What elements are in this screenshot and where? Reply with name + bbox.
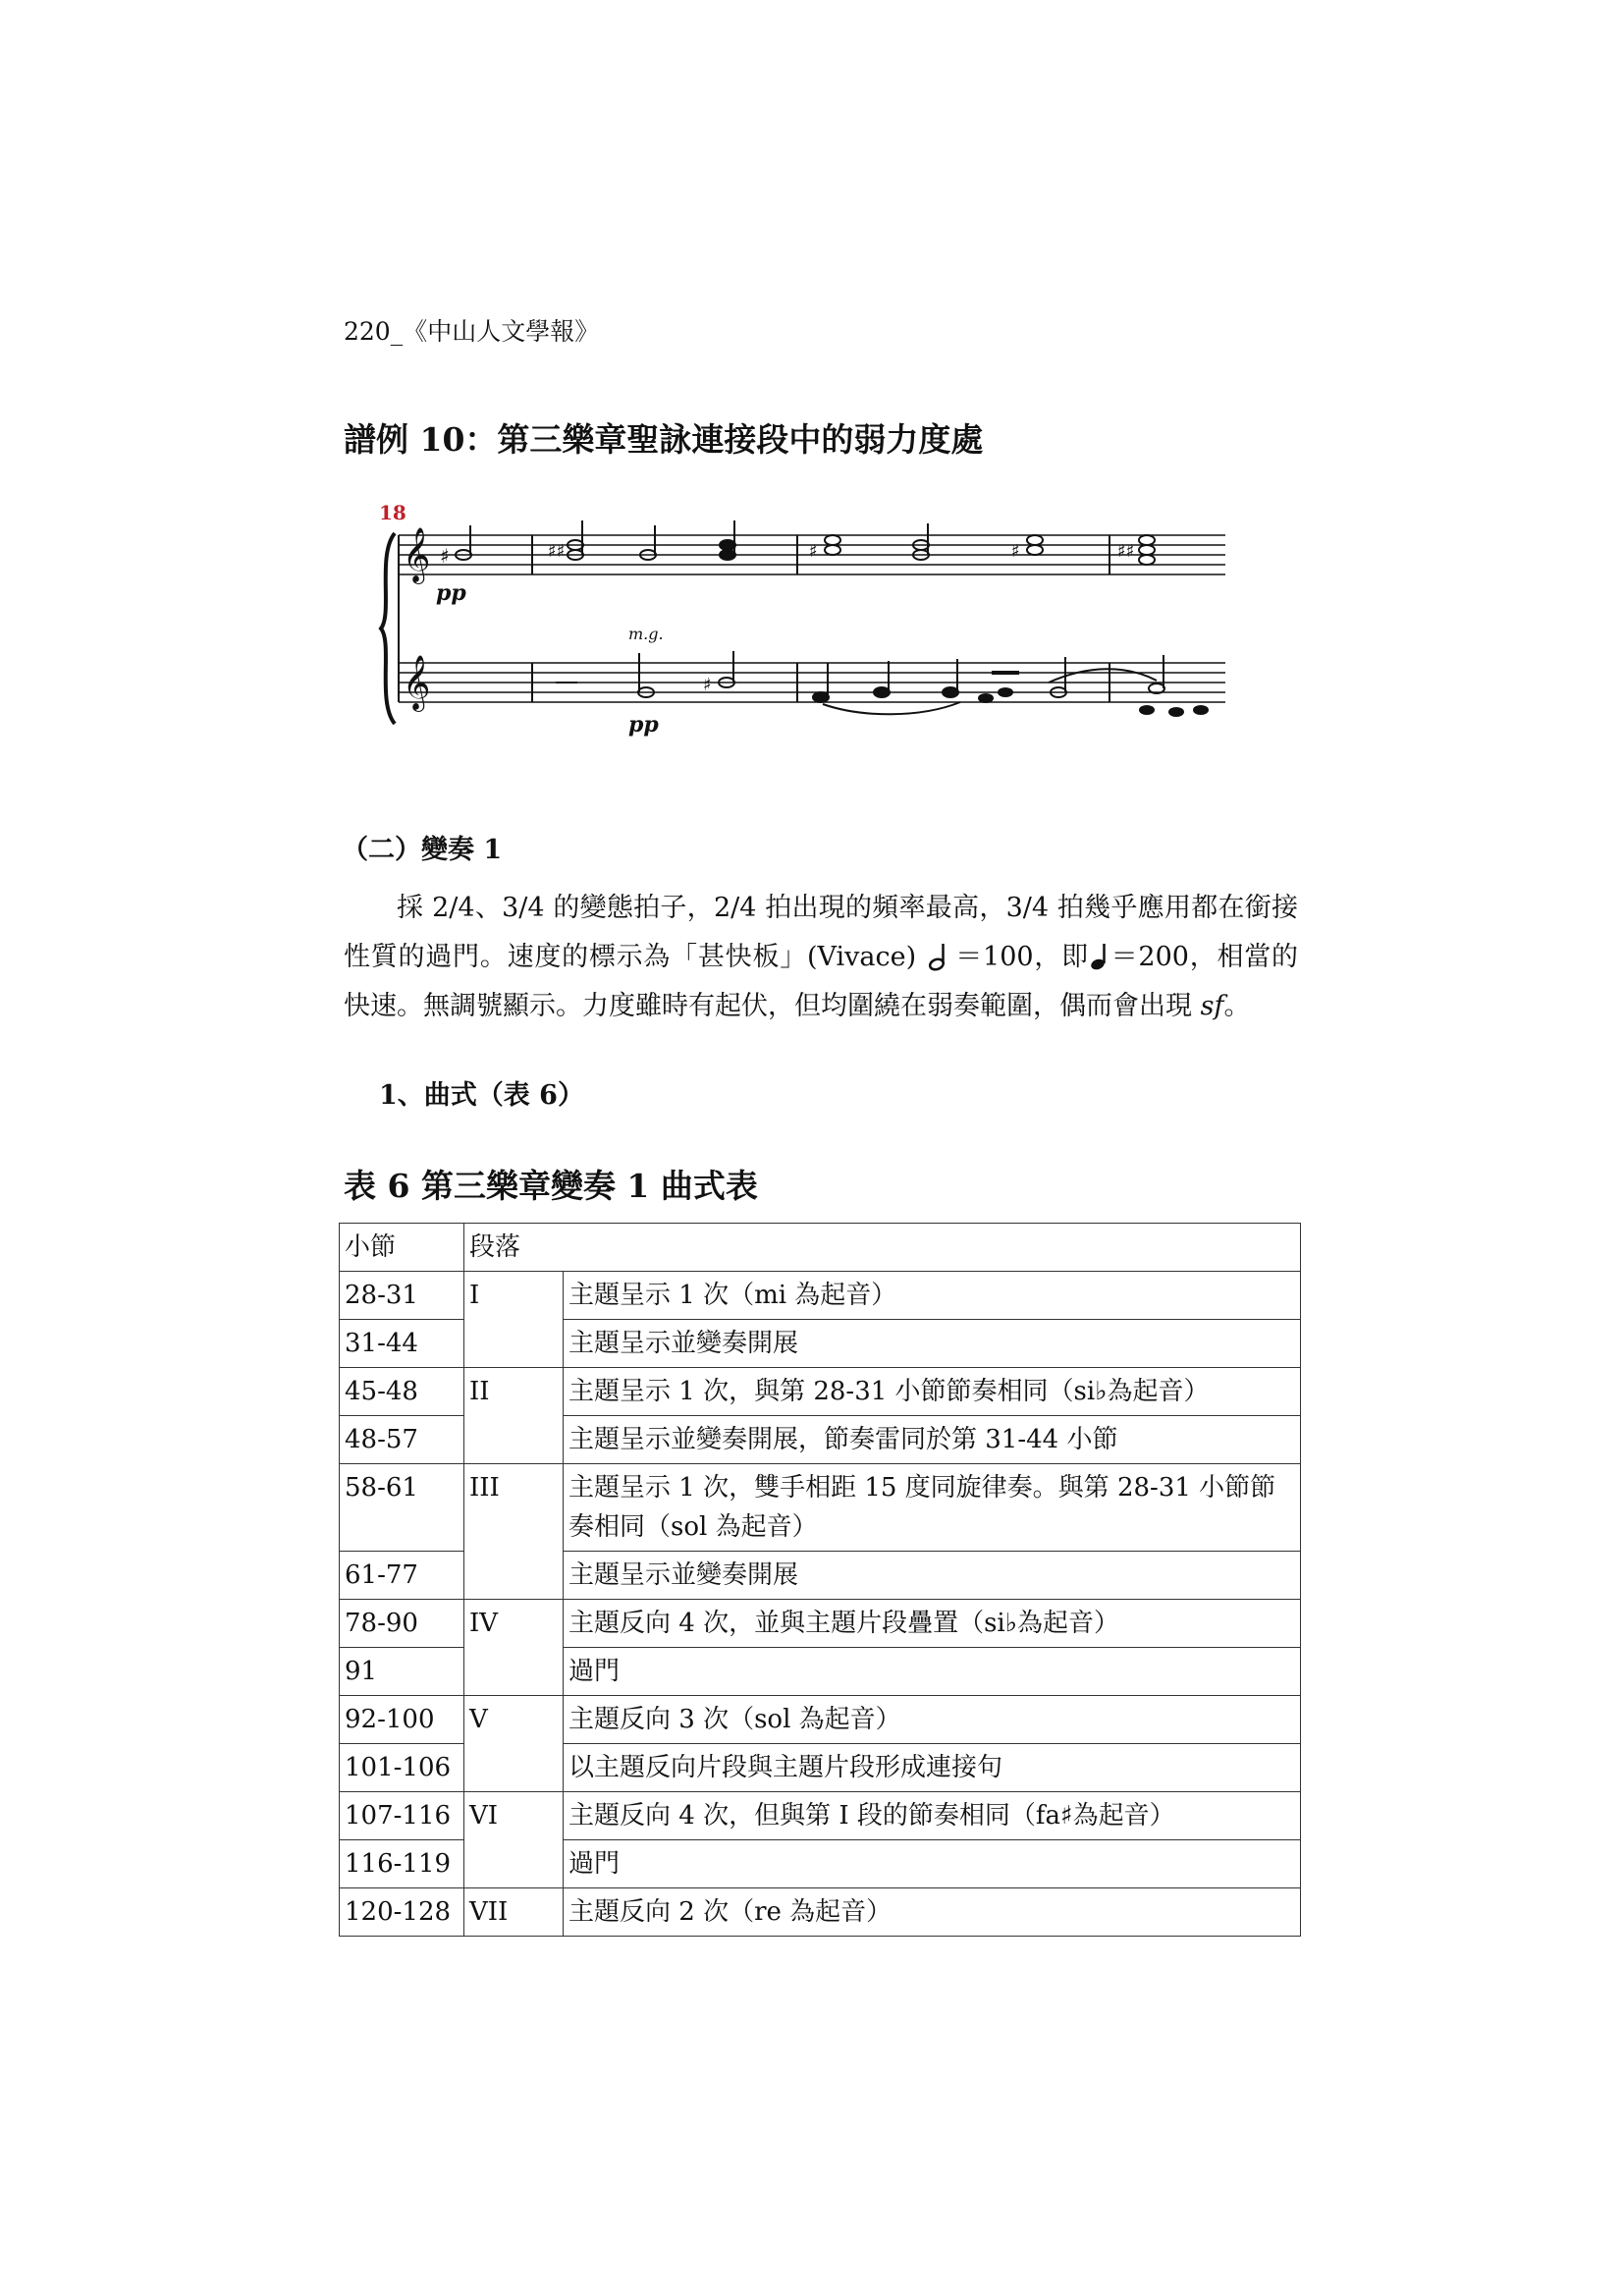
para-line-1: 採 2/4、3/4 的變態拍子，2/4 拍出現的頻率最高，3/4 拍幾乎應用都在銜接 (397, 893, 1298, 923)
barlines (399, 535, 1109, 702)
cell-measure: 91 (340, 1648, 464, 1696)
half-note-icon (926, 942, 955, 971)
cell-section: V (464, 1696, 564, 1792)
form-subheading: 1、曲式（表 6） (379, 1080, 584, 1111)
table-row (340, 1792, 1301, 1840)
quarter-note-icon (1089, 942, 1110, 971)
articulation-mg: m.g. (628, 625, 664, 643)
cell-description: 以主題反向片段與主題片段形成連接句 (564, 1744, 1301, 1792)
svg-text:♯♯: ♯♯ (1117, 541, 1135, 562)
table-row (340, 1600, 1301, 1648)
para-line-3a: 快速。無調號顯示。力度雖時有起伏，但均圍繞在弱奏範圍，偶而會出現 (344, 991, 1192, 1021)
section-heading: （二）變奏 1 (342, 835, 503, 865)
cell-description: 過門 (564, 1648, 1301, 1696)
score-example (371, 496, 1235, 741)
cell-measure: 28-31 (340, 1272, 464, 1320)
dynamic-pp-lower: pp (628, 712, 659, 738)
cell-description: 主題反向 3 次（sol 為起音） (564, 1696, 1301, 1744)
example-title: 譜例 10：第三樂章聖詠連接段中的弱力度處 (344, 420, 984, 459)
grand-staff-brace (381, 533, 395, 724)
treble-clef-icon: 𝄞 (403, 655, 431, 710)
svg-text:♯: ♯ (1011, 541, 1020, 562)
table-row (340, 1272, 1301, 1320)
svg-text:♯: ♯ (440, 544, 450, 568)
cell-description: 主題反向 4 次，並與主題片段疊置（si♭為起音） (564, 1600, 1301, 1648)
treble-clef-icon: 𝄞 (403, 527, 431, 582)
cell-section: I (464, 1272, 564, 1368)
table-row (340, 1368, 1301, 1416)
para-line-2 (344, 933, 1298, 982)
table-title: 表 6 第三樂章變奏 1 曲式表 (344, 1167, 758, 1205)
cell-measure: 101-106 (340, 1744, 464, 1792)
cell-description: 主題呈示 1 次（mi 為起音） (564, 1272, 1301, 1320)
running-head: 220_《中山人文學報》 (344, 317, 600, 346)
table-header-row (340, 1224, 1301, 1272)
para-line-2c: ＝200，相當的 (1109, 942, 1298, 972)
cell-description: 主題呈示並變奏開展 (564, 1552, 1301, 1600)
cell-section: VII (464, 1888, 564, 1937)
header-measure: 小節 (340, 1224, 464, 1272)
para-line-3b: 。 (1223, 991, 1251, 1021)
cell-description: 過門 (564, 1840, 1301, 1888)
svg-text:♯♯: ♯♯ (548, 541, 566, 562)
measure-number: 18 (379, 501, 406, 524)
paragraph (344, 884, 1298, 1031)
cell-description: 主題呈示 1 次，雙手相距 15 度同旋律奏。與第 28-31 小節節奏相同（sol 為起音） (564, 1464, 1301, 1552)
dynamic-pp-upper: pp (436, 580, 466, 606)
cell-measure: 45-48 (340, 1368, 464, 1416)
table-row (340, 1696, 1301, 1744)
form-table (339, 1223, 1301, 1937)
para-line-3 (344, 982, 1298, 1031)
cell-section: III (464, 1464, 564, 1600)
para-line-2b: ＝100，即 (954, 942, 1089, 972)
svg-text:♯: ♯ (809, 541, 818, 562)
cell-measure: 61-77 (340, 1552, 464, 1600)
cell-measure: 31-44 (340, 1320, 464, 1368)
sf-marking: sf (1200, 991, 1224, 1021)
para-line-2a: 性質的過門。速度的標示為「甚快板」(Vivace) (344, 942, 917, 972)
cell-measure: 116-119 (340, 1840, 464, 1888)
cell-description: 主題呈示並變奏開展 (564, 1320, 1301, 1368)
cell-section: IV (464, 1600, 564, 1696)
cell-section: II (464, 1368, 564, 1464)
header-section: 段落 (464, 1224, 1301, 1272)
cell-description: 主題呈示並變奏開展，節奏雷同於第 31-44 小節 (564, 1416, 1301, 1464)
cell-measure: 107-116 (340, 1792, 464, 1840)
cell-description: 主題呈示 1 次，與第 28-31 小節節奏相同（si♭為起音） (564, 1368, 1301, 1416)
cell-measure: 120-128 (340, 1888, 464, 1937)
cell-measure: 78-90 (340, 1600, 464, 1648)
cell-measure: 48-57 (340, 1416, 464, 1464)
cell-description: 主題反向 2 次（re 為起音） (564, 1888, 1301, 1937)
cell-description: 主題反向 4 次，但與第 I 段的節奏相同（fa♯為起音） (564, 1792, 1301, 1840)
cell-section: VI (464, 1792, 564, 1888)
cell-measure: 58-61 (340, 1464, 464, 1552)
table-row (340, 1464, 1301, 1552)
table-row (340, 1888, 1301, 1937)
cell-measure: 92-100 (340, 1696, 464, 1744)
svg-text:♯: ♯ (703, 675, 712, 695)
